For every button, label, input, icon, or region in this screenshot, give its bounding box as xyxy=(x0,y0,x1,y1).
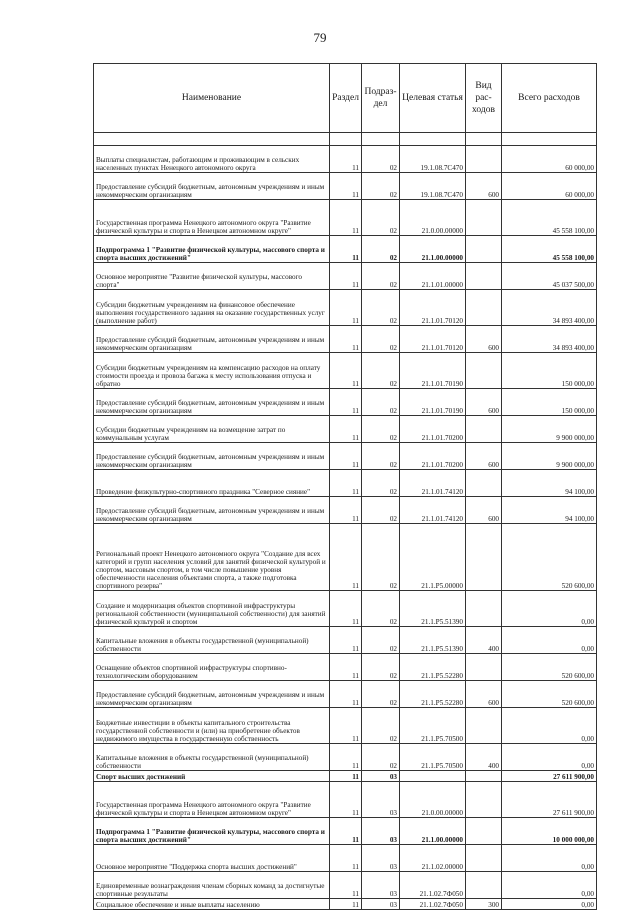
cell-section: 11 xyxy=(330,524,362,591)
cell-target: 21.1.01.00000 xyxy=(400,263,466,290)
cell-target: 21.1.01.74120 xyxy=(400,497,466,524)
table-row xyxy=(94,654,597,681)
table-row xyxy=(94,133,597,146)
table-row xyxy=(94,416,597,443)
table-row xyxy=(94,470,597,497)
cell-subsection: 02 xyxy=(362,389,400,416)
cell-name: Проведение физкультурно-спортивного праздника "Северное сияние" xyxy=(94,470,330,497)
cell-section: 11 xyxy=(330,200,362,236)
cell-expense-type xyxy=(466,654,502,681)
cell-subsection: 02 xyxy=(362,290,400,326)
cell-subsection: 02 xyxy=(362,173,400,200)
cell-section: 11 xyxy=(330,627,362,654)
table-row xyxy=(94,236,597,263)
cell-target: 21.1.01.74120 xyxy=(400,470,466,497)
cell-target: 21.1.P5.70500 xyxy=(400,744,466,771)
cell-target: 21.1.P5.51390 xyxy=(400,627,466,654)
cell-target: 21.1.01.70200 xyxy=(400,443,466,470)
cell-total: 9 900 000,00 xyxy=(502,443,597,470)
cell-target: 21.1.P5.70500 xyxy=(400,708,466,744)
cell-expense-type: 600 xyxy=(466,681,502,708)
cell-section: 11 xyxy=(330,591,362,627)
cell-subsection: 03 xyxy=(362,818,400,845)
cell-section: 11 xyxy=(330,146,362,173)
table-header-row xyxy=(94,64,597,133)
cell-target: 21.0.00.00000 xyxy=(400,200,466,236)
cell-subsection: 02 xyxy=(362,627,400,654)
cell-target: 19.1.08.7С470 xyxy=(400,146,466,173)
table-row xyxy=(94,173,597,200)
cell-target: 21.1.P5.52280 xyxy=(400,681,466,708)
cell-expense-type xyxy=(466,290,502,326)
cell-subsection: 02 xyxy=(362,200,400,236)
cell-section: 11 xyxy=(330,708,362,744)
cell-total xyxy=(502,133,597,146)
cell-expense-type: 600 xyxy=(466,389,502,416)
cell-total: 520 600,00 xyxy=(502,681,597,708)
cell-subsection: 02 xyxy=(362,524,400,591)
cell-expense-type: 600 xyxy=(466,173,502,200)
cell-name: Субсидии бюджетным учреждениям на компенсацию расходов на оплату стоимости проезда и провоза багажа к месту использования отпуска и обратно xyxy=(94,353,330,389)
cell-section: 11 xyxy=(330,353,362,389)
cell-expense-type: 400 xyxy=(466,744,502,771)
cell-name: Предоставление субсидий бюджетным, автономным учреждениям и иным некоммерческим организациям xyxy=(94,173,330,200)
cell-total: 27 611 900,00 xyxy=(502,782,597,818)
cell-expense-type: 300 xyxy=(466,899,502,910)
cell-section: 11 xyxy=(330,654,362,681)
budget-table xyxy=(93,63,597,910)
cell-total: 94 100,00 xyxy=(502,470,597,497)
cell-expense-type xyxy=(466,818,502,845)
cell-expense-type xyxy=(466,845,502,872)
cell-subsection: 02 xyxy=(362,681,400,708)
cell-name: Предоставление субсидий бюджетным, автономным учреждениям и иным некоммерческим организациям xyxy=(94,443,330,470)
cell-name: Подпрограмма 1 "Развитие физической культуры, массового спорта и спорта высших достижений" xyxy=(94,818,330,845)
cell-target: 21.1.01.70120 xyxy=(400,290,466,326)
cell-name xyxy=(94,133,330,146)
cell-target: 21.1.00.00000 xyxy=(400,236,466,263)
cell-subsection: 03 xyxy=(362,782,400,818)
cell-target: 21.0.00.00000 xyxy=(400,782,466,818)
cell-subsection: 02 xyxy=(362,654,400,681)
cell-expense-type xyxy=(466,872,502,899)
cell-name: Государственная программа Ненецкого автономного округа "Развитие физической культуры и спорта в Ненецком автономном округе" xyxy=(94,200,330,236)
cell-target: 19.1.08.7С470 xyxy=(400,173,466,200)
cell-expense-type xyxy=(466,263,502,290)
cell-name: Капитальные вложения в объекты государственной (муниципальной) собственности xyxy=(94,627,330,654)
table-row xyxy=(94,146,597,173)
cell-name: Бюджетные инвестиции в объекты капитального строительства государственной собственности и (или) на приобретение объектов недвижимого имущества в государственную собственность xyxy=(94,708,330,744)
cell-total: 34 893 400,00 xyxy=(502,326,597,353)
cell-name: Предоставление субсидий бюджетным, автономным учреждениям и иным некоммерческим организациям xyxy=(94,389,330,416)
cell-subsection: 02 xyxy=(362,236,400,263)
cell-name: Предоставление субсидий бюджетным, автономным учреждениям и иным некоммерческим организациям xyxy=(94,497,330,524)
cell-expense-type xyxy=(466,133,502,146)
table-row xyxy=(94,899,597,910)
table-row xyxy=(94,290,597,326)
cell-total: 45 037 500,00 xyxy=(502,263,597,290)
cell-total: 0,00 xyxy=(502,708,597,744)
table-row xyxy=(94,627,597,654)
cell-name: Выплаты специалистам, работающим и проживающим в сельских населенных пунктах Ненецкого автономного округа xyxy=(94,146,330,173)
cell-total: 0,00 xyxy=(502,627,597,654)
cell-section: 11 xyxy=(330,416,362,443)
cell-target: 21.1.00.00000 xyxy=(400,818,466,845)
cell-total: 520 600,00 xyxy=(502,524,597,591)
table-row xyxy=(94,782,597,818)
cell-section: 11 xyxy=(330,236,362,263)
table-row xyxy=(94,591,597,627)
table-row xyxy=(94,443,597,470)
cell-expense-type: 400 xyxy=(466,627,502,654)
cell-section: 11 xyxy=(330,782,362,818)
cell-subsection: 02 xyxy=(362,591,400,627)
table-row xyxy=(94,389,597,416)
cell-total: 0,00 xyxy=(502,591,597,627)
cell-section: 11 xyxy=(330,681,362,708)
cell-subsection: 02 xyxy=(362,497,400,524)
cell-section: 11 xyxy=(330,470,362,497)
page-number: 79 xyxy=(313,30,327,45)
cell-target xyxy=(400,133,466,146)
cell-total: 45 558 100,00 xyxy=(502,236,597,263)
cell-section xyxy=(330,133,362,146)
cell-expense-type xyxy=(466,470,502,497)
header-subsection: Подраз-дел xyxy=(362,64,400,133)
table-body xyxy=(94,133,597,910)
cell-subsection xyxy=(362,133,400,146)
cell-target: 21.1.01.70190 xyxy=(400,353,466,389)
cell-expense-type xyxy=(466,236,502,263)
cell-subsection: 02 xyxy=(362,146,400,173)
cell-name: Оснащение объектов спортивной инфраструктуры спортивно-технологическим оборудованием xyxy=(94,654,330,681)
cell-expense-type: 600 xyxy=(466,443,502,470)
cell-expense-type xyxy=(466,416,502,443)
cell-expense-type xyxy=(466,771,502,782)
cell-subsection: 02 xyxy=(362,443,400,470)
cell-name: Субсидии бюджетным учреждениям на финансовое обеспечение выполнения государственного задания на оказание государственных услуг (выполнение работ) xyxy=(94,290,330,326)
cell-expense-type xyxy=(466,146,502,173)
cell-expense-type xyxy=(466,524,502,591)
cell-total: 94 100,00 xyxy=(502,497,597,524)
header-expense-type: Вид рас-ходов xyxy=(466,64,502,133)
cell-section: 11 xyxy=(330,845,362,872)
table-row xyxy=(94,353,597,389)
cell-name: Подпрограмма 1 "Развитие физической культуры, массового спорта и спорта высших достижений" xyxy=(94,236,330,263)
cell-expense-type: 600 xyxy=(466,497,502,524)
cell-target: 21.1.01.70200 xyxy=(400,416,466,443)
cell-total: 45 558 100,00 xyxy=(502,200,597,236)
table-row xyxy=(94,771,597,782)
cell-target: 21.1.P5.00000 xyxy=(400,524,466,591)
cell-target: 21.1.02.7Ф050 xyxy=(400,899,466,910)
cell-target: 21.1.01.70120 xyxy=(400,326,466,353)
cell-total: 0,00 xyxy=(502,872,597,899)
cell-section: 11 xyxy=(330,263,362,290)
cell-subsection: 02 xyxy=(362,353,400,389)
cell-total: 34 893 400,00 xyxy=(502,290,597,326)
table-row xyxy=(94,818,597,845)
cell-section: 11 xyxy=(330,326,362,353)
table-row xyxy=(94,326,597,353)
cell-target: 21.1.02.7Ф050 xyxy=(400,872,466,899)
cell-target xyxy=(400,771,466,782)
cell-total: 27 611 900,00 xyxy=(502,771,597,782)
cell-name: Субсидии бюджетным учреждениям на возмещение затрат по коммунальным услугам xyxy=(94,416,330,443)
cell-target: 21.1.P5.52280 xyxy=(400,654,466,681)
cell-total: 60 000,00 xyxy=(502,173,597,200)
cell-name: Региональный проект Ненецкого автономного округа "Создание для всех категорий и групп населения условий для занятий физической культурой и спортом, массовым спортом, в том числе повышение уровня обеспеченности населения объектами спорта, а также подготовка спортивного резерва" xyxy=(94,524,330,591)
table-row xyxy=(94,200,597,236)
cell-subsection: 02 xyxy=(362,470,400,497)
cell-expense-type xyxy=(466,591,502,627)
cell-subsection: 03 xyxy=(362,845,400,872)
table-row xyxy=(94,263,597,290)
cell-target: 21.1.01.70190 xyxy=(400,389,466,416)
cell-name: Единовременные вознаграждения членам сборных команд за достигнутые спортивные результаты xyxy=(94,872,330,899)
cell-target: 21.1.P5.51390 xyxy=(400,591,466,627)
cell-name: Основное мероприятие "Развитие физической культуры, массового спорта" xyxy=(94,263,330,290)
cell-subsection: 02 xyxy=(362,326,400,353)
table-row xyxy=(94,497,597,524)
cell-total: 520 600,00 xyxy=(502,654,597,681)
cell-total: 10 000 000,00 xyxy=(502,818,597,845)
table-row xyxy=(94,524,597,591)
cell-subsection: 02 xyxy=(362,744,400,771)
cell-total: 150 000,00 xyxy=(502,389,597,416)
cell-section: 11 xyxy=(330,899,362,910)
cell-subsection: 02 xyxy=(362,263,400,290)
cell-expense-type xyxy=(466,782,502,818)
cell-section: 11 xyxy=(330,818,362,845)
cell-expense-type xyxy=(466,708,502,744)
cell-name: Капитальные вложения в объекты государственной (муниципальной) собственности xyxy=(94,744,330,771)
cell-section: 11 xyxy=(330,290,362,326)
cell-section: 11 xyxy=(330,443,362,470)
cell-section: 11 xyxy=(330,173,362,200)
cell-section: 11 xyxy=(330,744,362,771)
cell-subsection: 02 xyxy=(362,708,400,744)
cell-expense-type: 600 xyxy=(466,326,502,353)
cell-total: 0,00 xyxy=(502,845,597,872)
header-section: Раздел xyxy=(330,64,362,133)
header-target: Целевая статья xyxy=(400,64,466,133)
cell-section: 11 xyxy=(330,872,362,899)
cell-name: Предоставление субсидий бюджетным, автономным учреждениям и иным некоммерческим организациям xyxy=(94,326,330,353)
cell-total: 0,00 xyxy=(502,744,597,771)
cell-section: 11 xyxy=(330,497,362,524)
cell-name: Социальное обеспечение и иные выплаты населению xyxy=(94,899,330,910)
cell-name: Спорт высших достижений xyxy=(94,771,330,782)
cell-subsection: 02 xyxy=(362,416,400,443)
cell-name: Предоставление субсидий бюджетным, автономным учреждениям и иным некоммерческим организациям xyxy=(94,681,330,708)
cell-subsection: 03 xyxy=(362,899,400,910)
table-row xyxy=(94,845,597,872)
cell-section: 11 xyxy=(330,389,362,416)
table-row xyxy=(94,744,597,771)
cell-target: 21.1.02.00000 xyxy=(400,845,466,872)
cell-name: Создание и модернизация объектов спортивной инфраструктуры региональной собственности (муниципальной собственности) для занятий физической культурой и спортом xyxy=(94,591,330,627)
cell-name: Государственная программа Ненецкого автономного округа "Развитие физической культуры и спорта в Ненецком автономном округе" xyxy=(94,782,330,818)
cell-total: 150 000,00 xyxy=(502,353,597,389)
cell-name: Основное мероприятие "Поддержка спорта высших достижений" xyxy=(94,845,330,872)
cell-expense-type xyxy=(466,353,502,389)
cell-total: 9 900 000,00 xyxy=(502,416,597,443)
header-total: Всего расходов xyxy=(502,64,597,133)
cell-expense-type xyxy=(466,200,502,236)
header-name: Наименование xyxy=(94,64,330,133)
cell-total: 0,00 xyxy=(502,899,597,910)
cell-total: 60 000,00 xyxy=(502,146,597,173)
cell-section: 11 xyxy=(330,771,362,782)
cell-subsection: 03 xyxy=(362,872,400,899)
table-row xyxy=(94,872,597,899)
table-row xyxy=(94,681,597,708)
cell-subsection: 03 xyxy=(362,771,400,782)
table-row xyxy=(94,708,597,744)
